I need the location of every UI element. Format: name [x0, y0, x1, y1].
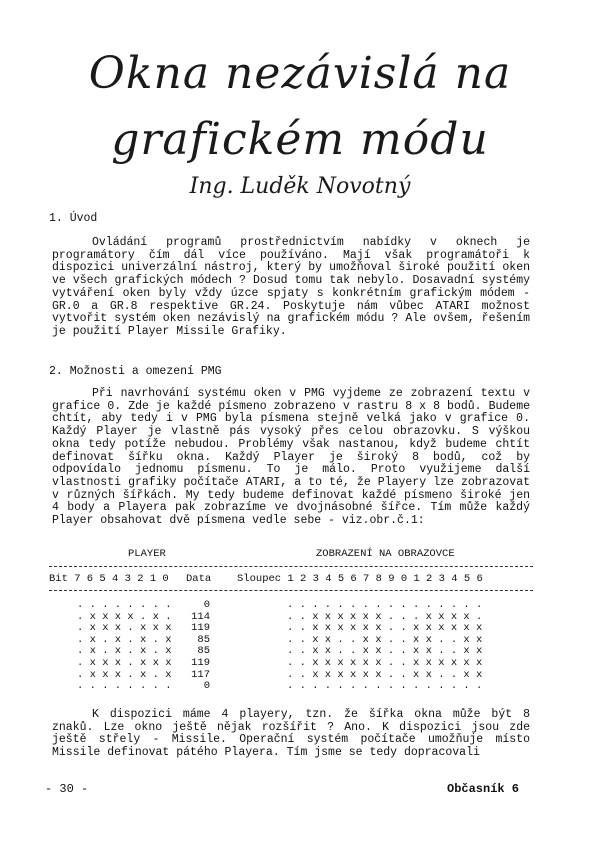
- table-row-data: 114: [191, 610, 210, 623]
- table-row-bits: . x x x . x x x: [77, 622, 172, 635]
- table-row-screen: . . . . . . . . . . . . . . . .: [287, 680, 483, 693]
- table-row-bits: . . . . . . . .: [77, 599, 172, 611]
- table-row-bits: . x . x . x . x: [77, 633, 172, 646]
- table-bit-header: Bit 7 6 5 4 3 2 1 0: [49, 573, 169, 585]
- table-row-bits: . . . . . . . .: [77, 680, 172, 693]
- title-line-2: grafickém módu: [111, 114, 489, 165]
- table-row-screen: . . x x x x x x . . x x . . x x: [287, 668, 483, 681]
- table-row-data: 119: [191, 622, 210, 635]
- table-row-screen: . . x x . . x x . . x x . . x x: [287, 645, 483, 658]
- table-row-data: 0: [203, 680, 210, 693]
- section-2-heading: 2. Možnosti a omezení PMG: [49, 365, 222, 378]
- table-row-screen: . . x x x x x x . . x x x x x x: [287, 657, 483, 669]
- magazine-name: Občasník 6: [447, 782, 520, 796]
- table-row-bits: . x x x . x x x: [77, 657, 172, 669]
- table-row-bits: . x . x . x . x: [77, 645, 172, 658]
- table-screen-title: ZOBRAZENÍ NA OBRAZOVCE: [316, 548, 455, 560]
- table-row-screen: . . x x x x x x . . . x x x x .: [287, 610, 483, 623]
- table-row-data: 117: [191, 668, 210, 681]
- table-row-data: 119: [191, 657, 210, 669]
- table-row-screen: . . x x x x x x . . x x x x x x: [287, 622, 483, 635]
- page-number: - 30 -: [45, 782, 89, 796]
- section-3-text: K dispozici máme 4 playery, tzn. že šířka okna může být 8 znaků. Lze okno ještě nějak rozšířit ? Ano. K dispozici jsou zde ještě střely - Missile. Operační systém počítače umožňuje místo Missile definovat pátého Playera. Tím jsme se tedy dopracovali: [52, 708, 530, 760]
- table-row-bits: . x x x x . x .: [77, 610, 172, 623]
- table-player-title: PLAYER: [128, 548, 166, 560]
- section-1-text: Ovládání programů prostřednictvím nabídky v oknech je programátory čím dál více používáno. Mají však programátoři k dispozici univerzální nástroj, který by umožňoval široké použití oken ve všech grafických módech ? Dosud tomu tak nebylo. Dosavadní systémy vytváření oken byly vždy úzce spjaty s konkrétním grafickým módem - GR.0 a GR.8 respektive GR.24. Poskytuje nám vůbec ATARI možnost vytvořit systém oken nezávislý na grafickém módu ? Ale ovšem, řešením je použití Player Missile Grafiky.: [52, 236, 530, 338]
- table-row-screen: . . . . . . . . . . . . . . . .: [287, 599, 483, 611]
- table-rule-top: [49, 566, 533, 567]
- table-row-data: 85: [197, 645, 210, 658]
- table-row-data: 0: [203, 599, 210, 611]
- table-row-screen: . . x x . . x x . . x x . . x x: [287, 633, 483, 646]
- section-2-text: Při navrhování systému oken v PMG vyjdeme ze zobrazení textu v grafice 0. Zde je každé písmeno zobrazeno v rastru 8 x 8 bodů. Budeme chtít, aby tedy i v PMG byla písmena stejně velká jako v grafice 0. Každý Player je vlastně pás vysoký přes celou obrazovku. S výškou okna tedy potíže nebudou. Problémy však nastanou, když budeme chtít definovat šířku okna. Každý Player je široký 8 bodů, což by odpovídalo jednomu písmenu. To je málo. Proto využijeme další vlastnosti grafiky počítače ATARI, a to té, že Playery lze zobrazovat v různých šířkách. My tedy budeme definovat každé písmeno široké jen 4 body a Playera pak zobrazíme ve dvojnásobné šířce. Tím může každý Player obsahovat dvě písmena vedle sebe - viz.obr.č.1:: [52, 387, 530, 528]
- section-1-heading: 1. Úvod: [49, 212, 98, 225]
- title-line-1: Okna nezávislá na: [88, 48, 512, 99]
- table-rule-mid: [49, 590, 533, 591]
- table-row-bits: . x x x . x . x: [77, 668, 172, 681]
- author: Ing. Luděk Novotný: [189, 174, 411, 199]
- table-row-data: 85: [197, 633, 210, 646]
- table-data-header: Data: [186, 573, 212, 585]
- table-sloupec-header: Sloupec 1 2 3 4 5 6 7 8 9 0 1 2 3 4 5 6: [237, 573, 483, 585]
